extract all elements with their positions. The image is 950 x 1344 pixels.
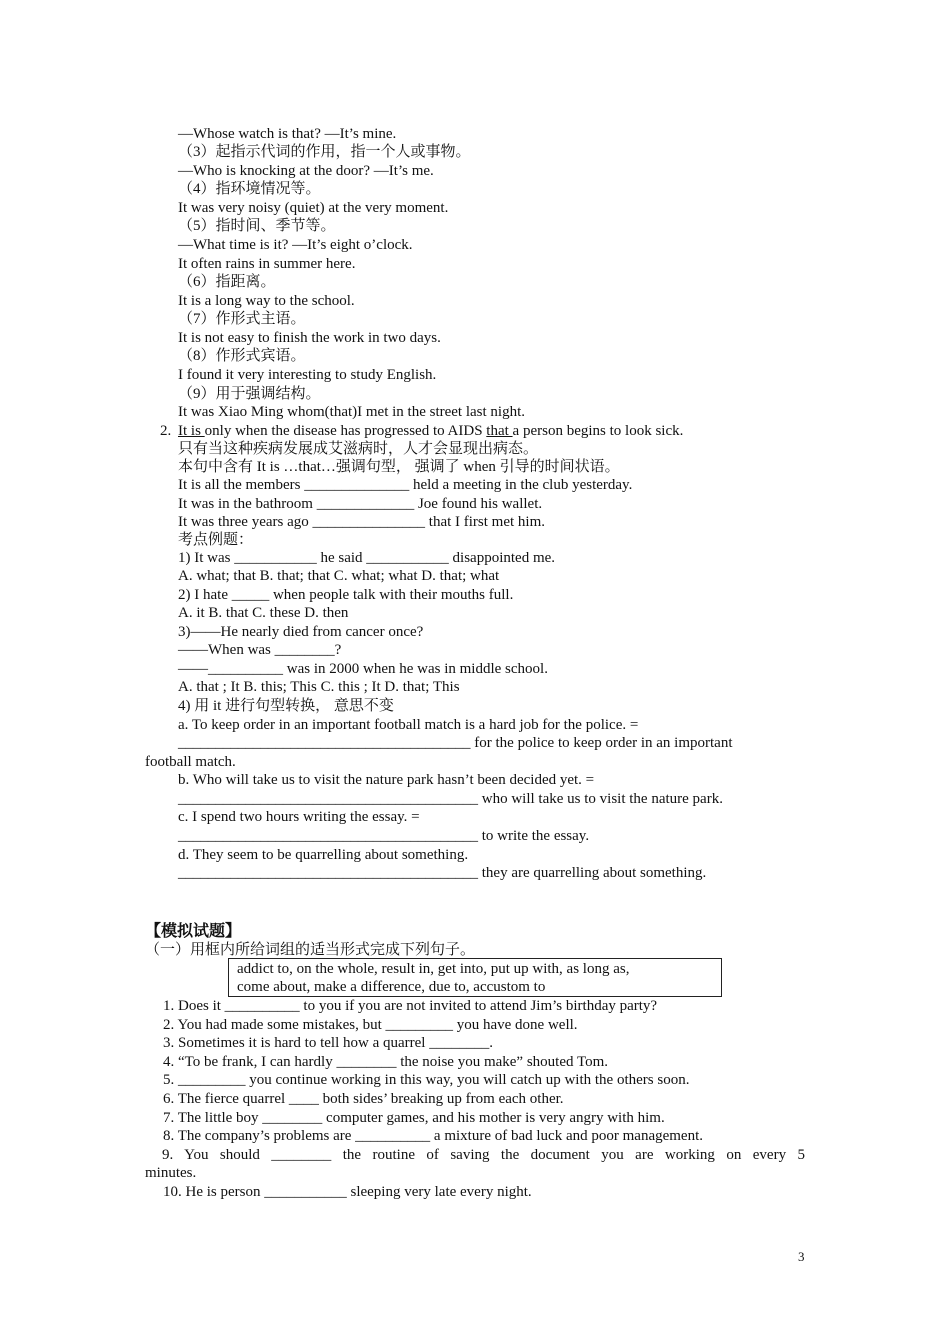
item2-text: only when the disease has progressed to AIDS: [204, 423, 487, 439]
text-line: ________________________________________ who will take us to visit the nature park.: [178, 791, 723, 807]
text-line: It was in the bathroom _____________ Joe found his wallet.: [178, 496, 543, 512]
section-title: 【模拟试题】: [145, 921, 242, 940]
text-line: It was very noisy (quiet) at the very moment.: [178, 200, 449, 216]
underlined-it-is: It is: [178, 423, 205, 439]
page-number: 3: [798, 1249, 805, 1264]
text-line: I found it very interesting to study English.: [178, 367, 437, 383]
text-line: 2) I hate _____ when people talk with their mouths full.: [178, 587, 514, 603]
exercise-item: 4. “To be frank, I can hardly ________ the noise you make” shouted Tom.: [163, 1054, 609, 1070]
item2-sentence: [178, 422, 683, 440]
underlined-that: that: [486, 423, 513, 439]
exercise-item: 2. You had made some mistakes, but _________ you have done well.: [163, 1017, 578, 1033]
section-instruction: （一）用框内所给词组的适当形式完成下列句子。: [145, 942, 476, 958]
exercise-item-cont: minutes.: [145, 1165, 197, 1181]
text-line: ——When was ________?: [178, 642, 342, 658]
text-line: ——__________ was in 2000 when he was in middle school.: [178, 661, 548, 677]
item-number: 2.: [160, 423, 172, 439]
exercise-item: 3. Sometimes it is hard to tell how a quarrel ________.: [163, 1035, 493, 1051]
text-line: A. it B. that C. these D. then: [178, 605, 349, 621]
text-line: （4）指环境情况等。: [178, 181, 321, 197]
text-line: 4) 用 it 进行句型转换， 意思不变: [178, 698, 394, 714]
text-line: ________________________________________ to write the essay.: [178, 828, 590, 844]
text-line: It was three years ago _______________ that I first met him.: [178, 514, 546, 530]
word-box-line: come about, make a difference, due to, accustom to: [237, 979, 546, 995]
text-line: （5）指时间、季节等。: [178, 218, 336, 234]
item2-text: a person begins to look sick.: [512, 423, 684, 439]
text-line: It often rains in summer here.: [178, 256, 356, 272]
text-line: It is a long way to the school.: [178, 293, 355, 309]
text-line: b. Who will take us to visit the nature park hasn’t been decided yet. =: [178, 772, 595, 788]
text-line: （3）起指示代词的作用，指一个人或事物。: [178, 144, 471, 160]
exercise-item: 10. He is person ___________ sleeping very late every night.: [163, 1184, 532, 1200]
text-line: 本句中含有 It is …that…强调句型， 强调了 when 引导的时间状语。: [178, 459, 620, 475]
text-line: c. I spend two hours writing the essay. =: [178, 809, 420, 825]
text-line: —Whose watch is that? —It’s mine.: [178, 126, 397, 142]
text-line: 只有当这种疾病发展成艾滋病时，人才会显现出病态。: [178, 441, 539, 457]
text-line: _______________________________________ for the police to keep order in an important: [178, 735, 733, 751]
text-line: 3)——He nearly died from cancer once?: [178, 624, 424, 640]
word-box: [228, 958, 722, 997]
text-line: —What time is it? —It’s eight o’clock.: [178, 237, 413, 253]
exercise-item: 5. _________ you continue working in this way, you will catch up with the others soon.: [163, 1072, 690, 1088]
text-line: （9）用于强调结构。: [178, 386, 321, 402]
text-line: （6）指距离。: [178, 274, 276, 290]
text-line: A. what; that B. that; that C. what; what D. that; what: [178, 568, 500, 584]
exercise-item: 6. The fierce quarrel ____ both sides’ breaking up from each other.: [163, 1091, 564, 1107]
exercise-item: 9. You should ________ the routine of saving the document you are working on every 5: [162, 1147, 805, 1163]
text-line: a. To keep order in an important football match is a hard job for the police. =: [178, 717, 639, 733]
text-line: d. They seem to be quarrelling about something.: [178, 847, 469, 863]
text-line: It was Xiao Ming whom(that)I met in the street last night.: [178, 404, 526, 420]
word-box-line: addict to, on the whole, result in, get into, put up with, as long as,: [237, 961, 630, 977]
text-line: ________________________________________ they are quarrelling about something.: [178, 865, 707, 881]
text-line: It is all the members ______________ held a meeting in the club yesterday.: [178, 477, 633, 493]
text-line: football match.: [145, 754, 236, 770]
text-line: It is not easy to finish the work in two days.: [178, 330, 441, 346]
text-line: 1) It was ___________ he said ___________ disappointed me.: [178, 550, 556, 566]
text-line: 考点例题：: [178, 532, 254, 548]
exercise-item: 8. The company’s problems are __________ a mixture of bad luck and poor management.: [163, 1128, 703, 1144]
text-line: （7）作形式主语。: [178, 311, 306, 327]
text-line: （8）作形式宾语。: [178, 348, 306, 364]
text-line: A. that ; It B. this; This C. this ; It D. that; This: [178, 679, 460, 695]
exercise-item: 7. The little boy ________ computer games, and his mother is very angry with him.: [163, 1110, 665, 1126]
text-line: —Who is knocking at the door? —It’s me.: [178, 163, 434, 179]
exercise-item: 1. Does it __________ to you if you are not invited to attend Jim’s birthday party?: [163, 998, 658, 1014]
